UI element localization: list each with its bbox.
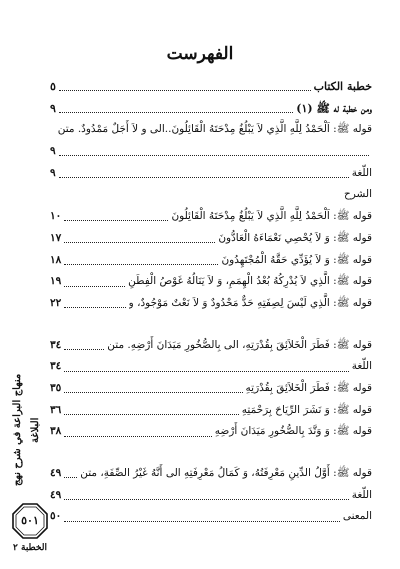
leader-dots [59, 155, 369, 156]
toc-entry-page: ٥٠ [50, 510, 62, 523]
toc-entry-label: قوله ﷺ: فَطَرَ الْخَلاَئِقَ بِقُدْرَتِهِ، الى بِالصُّخُورِ مَيَدَانَ أَرْضِهِ. متن [107, 338, 372, 351]
leader-dots [59, 90, 311, 91]
toc-entry [50, 228, 372, 250]
toc-entry [50, 141, 372, 163]
toc-entry [50, 378, 372, 400]
toc-entry-label: اللّغة [351, 488, 372, 501]
leader-dots [64, 307, 125, 308]
toc-entry-page: ١٠ [50, 210, 62, 223]
toc-entry-page: ٤٩ [50, 488, 62, 501]
leader-dots [59, 112, 293, 113]
toc-entry [50, 506, 372, 528]
leader-dots [64, 392, 242, 393]
leader-dots [59, 177, 349, 178]
leader-dots [64, 220, 168, 221]
toc-entry-label: قوله ﷺ: فَطَرَ الْخَلاَئِقَ بِقُدْرَتِهِ [245, 381, 372, 394]
toc-entry-label: قوله ﷺ: اَلْحَمْدُ لِلَّهِ الَّذِي لاَ يَبْلُغُ مِدْحَتَهُ الْقَائِلُونَ..الى و لاَ أَجَلٌ مَمْدُودٌ. متن [57, 123, 372, 136]
toc-entry-label: المعنى [342, 510, 372, 523]
toc-entry [50, 184, 372, 206]
toc-entry-page: ١٧ [50, 231, 62, 244]
leader-dots [64, 371, 348, 372]
book-title-vertical: منهاج البراعة في شرح نهج البلاغة [12, 373, 41, 487]
toc-entry-label: قوله ﷺ: وَ وَتَّدَ بِالصُّخُورِ مَيَدَانَ أَرْضِهِ [214, 425, 372, 438]
toc-entry-label: اللّغة [351, 166, 372, 179]
leader-dots [64, 349, 104, 350]
toc-entry-label: قوله ﷺ: الَّذِي لاَ يُدْرِكُهُ بُعْدُ الْهِمَمِ، وَ لاَ يَنَالُهُ غَوْصُ الْفِطَنِ [128, 275, 372, 288]
toc-entry-label: قوله ﷺ: وَ لاَ يُحْصِي نَعْمَاءَهُ الْعَادُّونَ [218, 231, 372, 244]
toc-entry [50, 335, 372, 357]
toc-entry-page: ٩ [50, 145, 56, 158]
toc-entry [50, 400, 372, 422]
leader-dots [64, 242, 215, 243]
toc-entry-page: ١٩ [50, 275, 62, 288]
toc-entry [50, 250, 372, 272]
toc-entry [50, 76, 372, 98]
toc-entry-label: قوله ﷺ: وَ لاَ يُؤَدِّي حَقَّهُ الْمُجْتَهِدُونَ [221, 253, 372, 266]
toc-entry-page: ٣٤ [50, 360, 62, 373]
toc-entry [50, 119, 372, 141]
toc-list [50, 76, 372, 528]
toc-entry-page: ١٨ [50, 253, 62, 266]
toc-entry-label: قوله ﷺ: وَ نَشَرَ الرِّيَاحَ بِرَحْمَتِهِ [241, 403, 372, 416]
toc-entry [50, 271, 372, 293]
toc-entry-label: قوله ﷺ: اَلْحَمْدُ لِلَّهِ الَّذِي لاَ يَبْلُغُ مِدْحَتَهُ الْقَائِلُونَ [171, 210, 372, 223]
toc-entry-page: ٤٩ [50, 467, 62, 479]
toc-entry-page: ٩ [50, 101, 56, 115]
toc-entry [50, 163, 372, 185]
leader-dots [64, 414, 238, 415]
toc-entry-page: ٢٢ [50, 296, 62, 309]
page-title: الفهرست [166, 44, 234, 64]
toc-entry [50, 421, 372, 443]
section-gap [50, 443, 372, 463]
toc-entry-label: خطبة الكتاب [313, 80, 372, 93]
leader-dots [64, 286, 125, 287]
toc-entry-page: ٩ [50, 166, 56, 179]
toc-entry [50, 293, 372, 315]
toc-entry [50, 206, 372, 228]
toc-entry-page: ٣٥ [50, 381, 62, 394]
toc-entry [50, 356, 372, 378]
toc-entry [50, 485, 372, 507]
leader-dots [64, 477, 77, 478]
toc-entry-page: ٣٨ [50, 425, 62, 438]
page-number-badge [12, 503, 48, 539]
toc-entry-label: ومن خطبة له ﷺ (١) [296, 101, 372, 115]
toc-entry-page: ٥ [50, 80, 56, 93]
toc-entry-page: ٣٦ [50, 403, 62, 416]
toc-entry-label: اللّغة [351, 360, 372, 373]
toc-entry [50, 98, 372, 120]
leader-dots [64, 436, 211, 437]
leader-dots [64, 499, 348, 500]
leader-dots [64, 521, 340, 522]
toc-entry-label: قوله ﷺ: الَّذِي لَيْسَ لِصِفَتِهِ حَدٌّ مَحْدُودٌ وَ لاَ نَعْتٌ مَوْجُودٌ، و [128, 296, 372, 309]
toc-entry-label: الشرح [343, 188, 372, 201]
toc-entry-label: قوله ﷺ: أَوَّلُ الدِّينِ مَعْرِفَتُهُ، وَ كَمَالُ مَعْرِفَتِهِ الى أَنَّهُ غَيْرُ الصِّفَةِ، متن [80, 467, 372, 479]
section-gap [50, 315, 372, 335]
toc-entry [50, 463, 372, 485]
leader-dots [64, 264, 218, 265]
section-label: الخطبة ٢ [13, 543, 47, 553]
toc-entry-page: ٣٤ [50, 338, 62, 351]
page-number: ٥٠١ [21, 514, 39, 527]
